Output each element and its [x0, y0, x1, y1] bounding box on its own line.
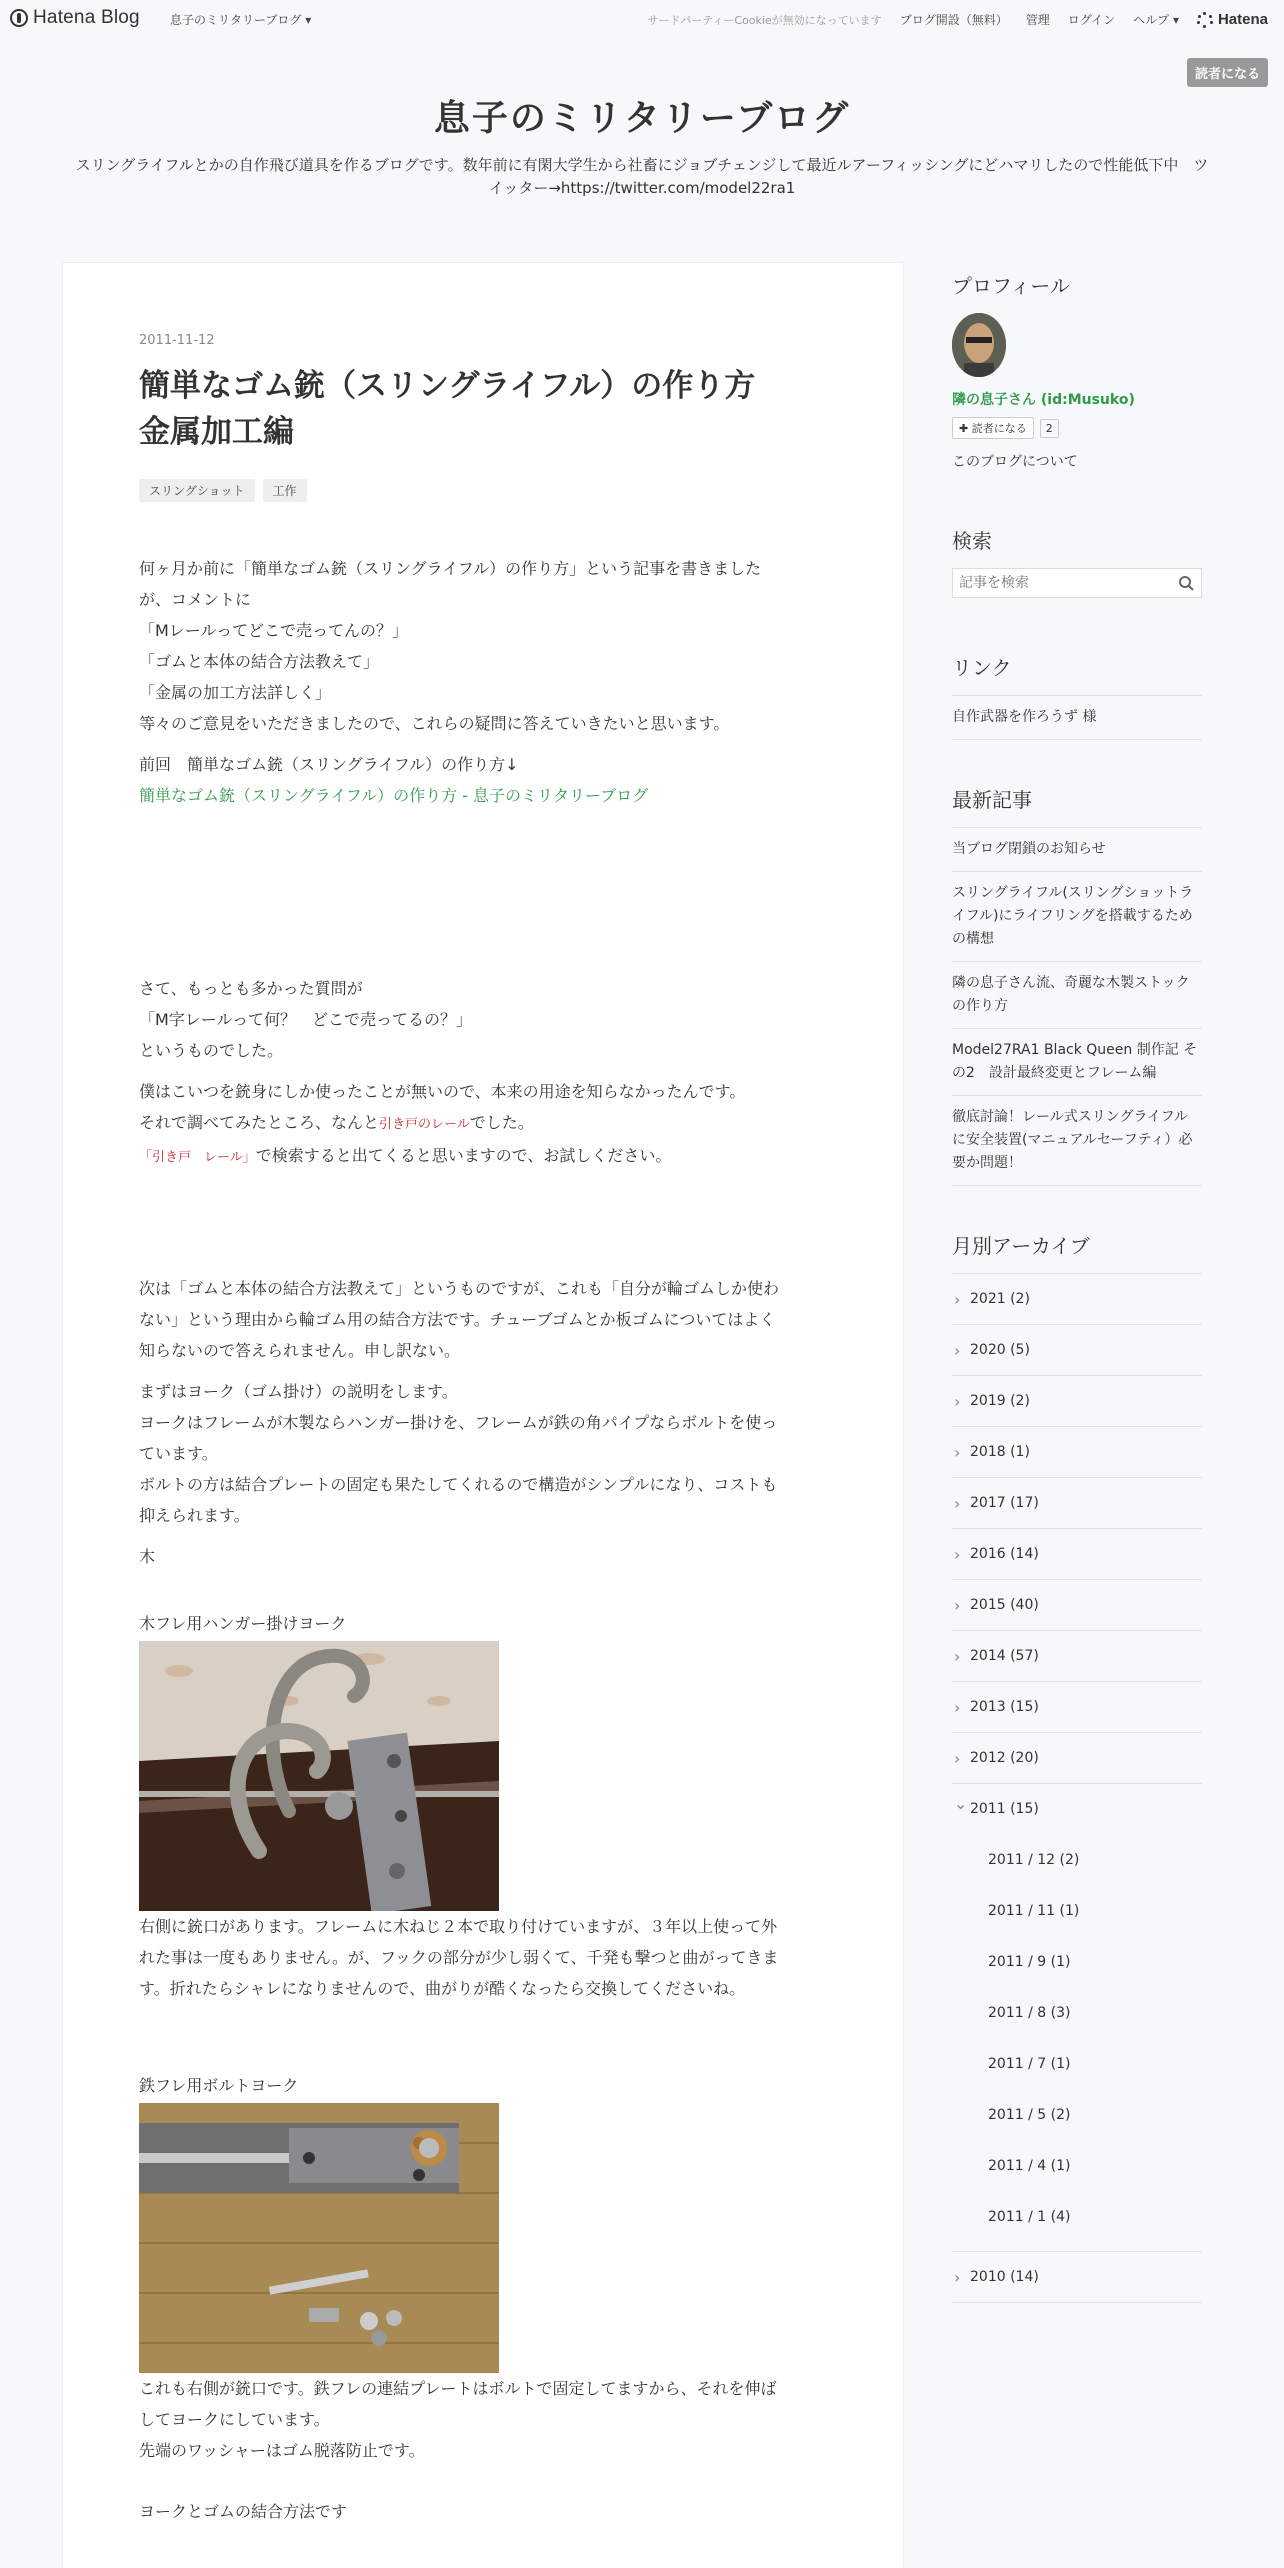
archive-year-link[interactable]: › 2019 (2)	[952, 1376, 1202, 1427]
global-header-links	[647, 11, 1268, 28]
highlight-text: 「引き戸 レール」	[139, 1150, 256, 1165]
help-menu[interactable]: ヘルプ ▾	[1133, 13, 1179, 27]
open-blog-link[interactable]: ブログ開設（無料）	[899, 13, 1008, 27]
blog-description: スリングライフルとかの自作飛び道具を作るブログです。数年前に有閑大学生から社畜にジョブチェンジして最近ルアーフィッシングにどハマリしたので性能低下中 ツ イッター→https://twitter.com/model22ra1	[75, 156, 1209, 197]
archive-year-link[interactable]: › 2020 (5)	[952, 1325, 1202, 1376]
search-box	[952, 568, 1202, 598]
profile-heading: プロフィール	[952, 274, 1070, 298]
recent-entry-link[interactable]: Model27RA1 Black Queen 制作記 その2 設計最終変更とフレーム編	[952, 1029, 1202, 1096]
profile-name-link[interactable]: 隣の息子さん (id:Musuko)	[952, 392, 1135, 408]
login-link[interactable]: ログイン	[1067, 13, 1116, 27]
admin-link[interactable]: 管理	[1025, 13, 1050, 27]
category-tag[interactable]: スリングショット	[139, 479, 255, 502]
profile-subscribe-row	[952, 417, 1202, 439]
entry-content: 何ヶ月か前に「簡単なゴム銃（スリングライフル）の作り方」という記事を書きました が、コメントに 「Mレールってどこで売ってんの？」 「ゴムと本体の結合方法教えて」 「金属の加工方法詳しく」 等々のご意見をいただきましたので、これらの疑問に答えていきたいと思います。 前回 簡単なゴム銃（スリングライフル）の作り方↓ 簡単なゴム銃（スリングライフル）の作り方 - 息子のミリタリーブログ さて、もっとも多かった質問が 「M字レールって何？ どこで売ってるの？」 というものでした。 僕はこいつを銃身にしか使ったことが無いので、本来の用途を知らなかったんです。 それで調べてみたところ、なんと引き戸のレールでした。 「引き戸 レール」で検索すると出てくると思いますので、お試しください。 次は「ゴムと本体の結合方法教えて」というものですが、これも「自分が輪ゴムしか使わ ない」という理由から輪ゴム用の結合方法です。チューブゴムとか板ゴムについてはよく 知らないので答えられません。申し訳ない。 まずはヨーク（ゴム掛け）の説明をします。 ヨークはフレームが木製ならハンガー掛けを、フレームが鉄の角パイプならボルトを使っ ています。 ボルトの方は結合プレートの固定も果たしてくれるので構造がシンプルになり、コストも 抑えられます。 木 木フレ用ハンガー掛けヨーク 右側に銃口があります。フレームに木ねじ２本で取り付けていますが、３年以上使って外 れた事は一度もありません。が、フックの部分が少し弱くて、千発も撃つと曲がってきま す。折れたらシャレになりませんので、曲がりが酷くなったら交換してくださいね。 鉄フレ用ボルトヨーク これも右側が銃口です。鉄フレの連結プレートはボルトで固定してますから、それを伸ば してヨークにしています。 先端のワッシャーはゴム脱落防止です。 ヨークとゴムの結合方法です	[139, 559, 780, 2521]
archive-month-link[interactable]: 2011 / 8 (3)	[988, 2005, 1071, 2021]
search-heading: 検索	[952, 529, 992, 553]
profile-module	[952, 270, 1202, 471]
archive-month-link[interactable]: 2011 / 1 (4)	[988, 2209, 1071, 2225]
profile-subscribe-button[interactable]: ✚ 読者になる	[952, 417, 1034, 439]
link-item[interactable]: 自作武器を作ろうず 様	[952, 696, 1202, 740]
search-module	[952, 525, 1202, 598]
recent-entries-list	[952, 827, 1202, 1186]
links-list	[952, 695, 1202, 740]
subscribe-button[interactable]: 読者になる	[1187, 58, 1268, 87]
archive-year-link[interactable]: ⌄ 2011 (15)	[970, 1801, 1039, 1817]
recent-entries-module	[952, 784, 1202, 1186]
global-header	[0, 0, 1284, 36]
archive-month-link[interactable]: 2011 / 11 (1)	[988, 1903, 1080, 1919]
highlight-text: 引き戸のレール	[379, 1117, 470, 1132]
entry-date[interactable]: 2011-11-12	[139, 333, 215, 348]
recent-entry-link[interactable]: スリングライフル(スリングショットライフル)にライフリングを搭載するための構想	[952, 872, 1202, 962]
entry-categories	[139, 479, 307, 502]
bolt-yoke-photo[interactable]	[139, 2103, 499, 2373]
avatar[interactable]	[952, 313, 1006, 377]
hatena-dots-icon	[1197, 12, 1213, 28]
search-input[interactable]	[953, 575, 1171, 591]
sidebar	[952, 270, 1202, 2303]
archive-module	[952, 1230, 1202, 2303]
recent-heading: 最新記事	[952, 788, 1032, 812]
archive-year-link[interactable]: › 2010 (14)	[952, 2252, 1202, 2303]
archive-year-link[interactable]: › 2015 (40)	[952, 1580, 1202, 1631]
archive-year-link[interactable]: › 2013 (15)	[952, 1682, 1202, 1733]
recent-entry-link[interactable]: 隣の息子さん流、奇麗な木製ストックの作り方	[952, 962, 1202, 1029]
blog-title[interactable]: 息子のミリタリーブログ	[433, 98, 851, 139]
archive-year-expanded	[952, 1784, 1202, 2252]
hatena-blog-logo[interactable]: Hatena Blog	[10, 7, 140, 29]
hatena-blog-logo-icon	[10, 9, 28, 27]
search-icon[interactable]	[1171, 568, 1201, 598]
links-heading: リンク	[952, 656, 1012, 680]
blog-menu-dropdown[interactable]: 息子のミリタリーブログ ▾	[170, 13, 312, 27]
hatena-menu[interactable]: Hatena	[1197, 11, 1268, 28]
archive-month-link[interactable]: 2011 / 4 (1)	[988, 2158, 1071, 2174]
entry-title[interactable]: 簡単なゴム銃（スリングライフル）の作り方 金属加工編	[139, 368, 756, 450]
archive-year-link[interactable]: › 2016 (14)	[952, 1529, 1202, 1580]
archive-year-link[interactable]: › 2014 (57)	[952, 1631, 1202, 1682]
archive-month-list	[970, 1835, 1202, 2251]
archive-year-link[interactable]: › 2021 (2)	[952, 1274, 1202, 1325]
archive-heading: 月別アーカイブ	[952, 1234, 1090, 1258]
archive-month-link[interactable]: 2011 / 9 (1)	[988, 1954, 1071, 1970]
hanger-yoke-photo[interactable]	[139, 1641, 499, 1911]
archive-list	[952, 1273, 1202, 2303]
archive-year-link[interactable]: › 2017 (17)	[952, 1478, 1202, 1529]
links-module	[952, 652, 1202, 740]
about-blog-link[interactable]: このブログについて	[952, 454, 1078, 470]
recent-entry-link[interactable]: 徹底討論！レール式スリングライフルに安全装置(マニュアルセーフティ）必要か問題！	[952, 1096, 1202, 1186]
archive-month-link[interactable]: 2011 / 7 (1)	[988, 2056, 1071, 2072]
cookie-notice[interactable]: サードパーティーCookieが無効になっています	[647, 13, 882, 27]
archive-year-link[interactable]: › 2012 (20)	[952, 1733, 1202, 1784]
archive-month-link[interactable]: 2011 / 5 (2)	[988, 2107, 1071, 2123]
subscriber-count[interactable]: 2	[1040, 419, 1059, 438]
recent-entry-link[interactable]: 当ブログ閉鎖のお知らせ	[952, 828, 1202, 872]
article-container	[62, 262, 904, 2568]
archive-year-link[interactable]: › 2018 (1)	[952, 1427, 1202, 1478]
category-tag[interactable]: 工作	[263, 479, 307, 502]
previous-article-link[interactable]: 簡単なゴム銃（スリングライフル）の作り方 - 息子のミリタリーブログ	[139, 786, 649, 805]
archive-month-link[interactable]: 2011 / 12 (2)	[988, 1852, 1080, 1868]
